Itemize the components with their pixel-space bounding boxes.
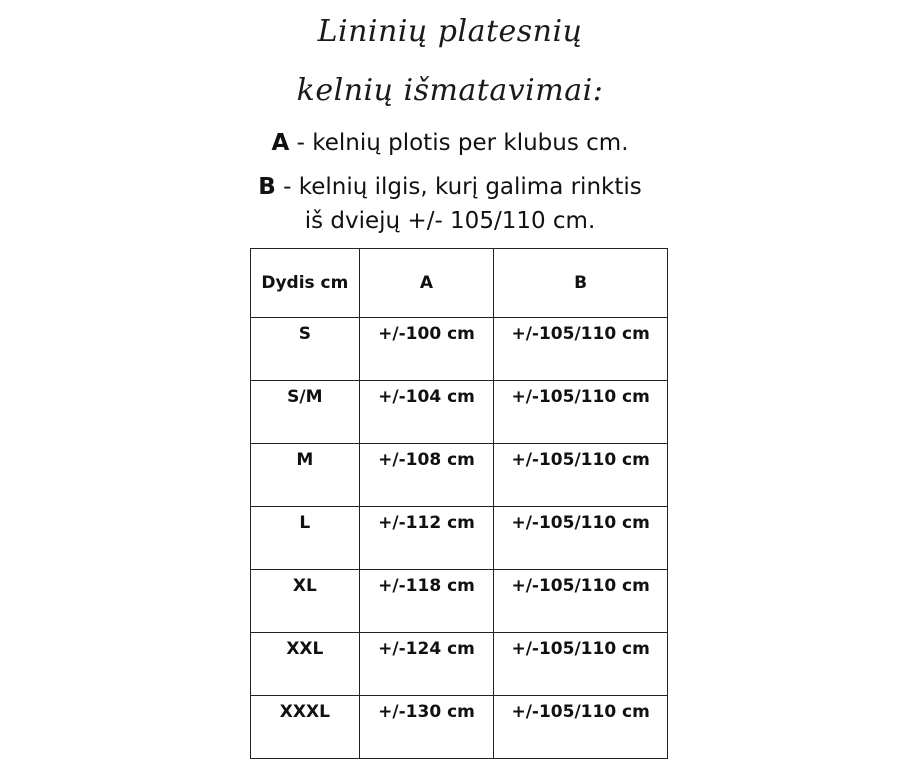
- cell-size: M: [251, 444, 360, 507]
- cell-size: XL: [251, 570, 360, 633]
- cell-b: +/-105/110 cm: [494, 696, 668, 759]
- table-header-row: [251, 249, 668, 318]
- legend-b-text-line-2: iš dviejų +/- 105/110 cm.: [304, 208, 596, 234]
- cell-size: XXXL: [251, 696, 360, 759]
- header-a: A: [359, 249, 494, 318]
- table-row: [251, 318, 668, 381]
- legend-a-text: - kelnių plotis per klubus cm.: [289, 130, 629, 156]
- cell-a: +/-108 cm: [359, 444, 494, 507]
- legend-a: [0, 130, 900, 156]
- header-size: Dydis cm: [251, 249, 360, 318]
- cell-size: S/M: [251, 381, 360, 444]
- legend-a-key: A: [271, 130, 290, 156]
- cell-a: +/-100 cm: [359, 318, 494, 381]
- table-row: [251, 633, 668, 696]
- cell-size: S: [251, 318, 360, 381]
- legend-b-key: B: [258, 174, 276, 200]
- cell-a: +/-104 cm: [359, 381, 494, 444]
- cell-b: +/-105/110 cm: [494, 318, 668, 381]
- cell-a: +/-112 cm: [359, 507, 494, 570]
- table-row: [251, 381, 668, 444]
- page-title-line-1: Lininių platesnių: [317, 14, 583, 49]
- legend-b-text-line-1: - kelnių ilgis, kurį galima rinktis: [275, 174, 642, 200]
- cell-b: +/-105/110 cm: [494, 633, 668, 696]
- legend-b: [0, 174, 900, 200]
- cell-a: +/-118 cm: [359, 570, 494, 633]
- cell-b: +/-105/110 cm: [494, 444, 668, 507]
- table-row: [251, 444, 668, 507]
- cell-a: +/-130 cm: [359, 696, 494, 759]
- table-row: [251, 507, 668, 570]
- cell-b: +/-105/110 cm: [494, 507, 668, 570]
- table-row: [251, 570, 668, 633]
- header-b: B: [494, 249, 668, 318]
- cell-b: +/-105/110 cm: [494, 570, 668, 633]
- table-row: [251, 696, 668, 759]
- cell-size: XXL: [251, 633, 360, 696]
- cell-a: +/-124 cm: [359, 633, 494, 696]
- cell-b: +/-105/110 cm: [494, 381, 668, 444]
- cell-size: L: [251, 507, 360, 570]
- page-title-line-2: kelnių išmatavimai:: [296, 73, 604, 108]
- size-table: [250, 248, 668, 759]
